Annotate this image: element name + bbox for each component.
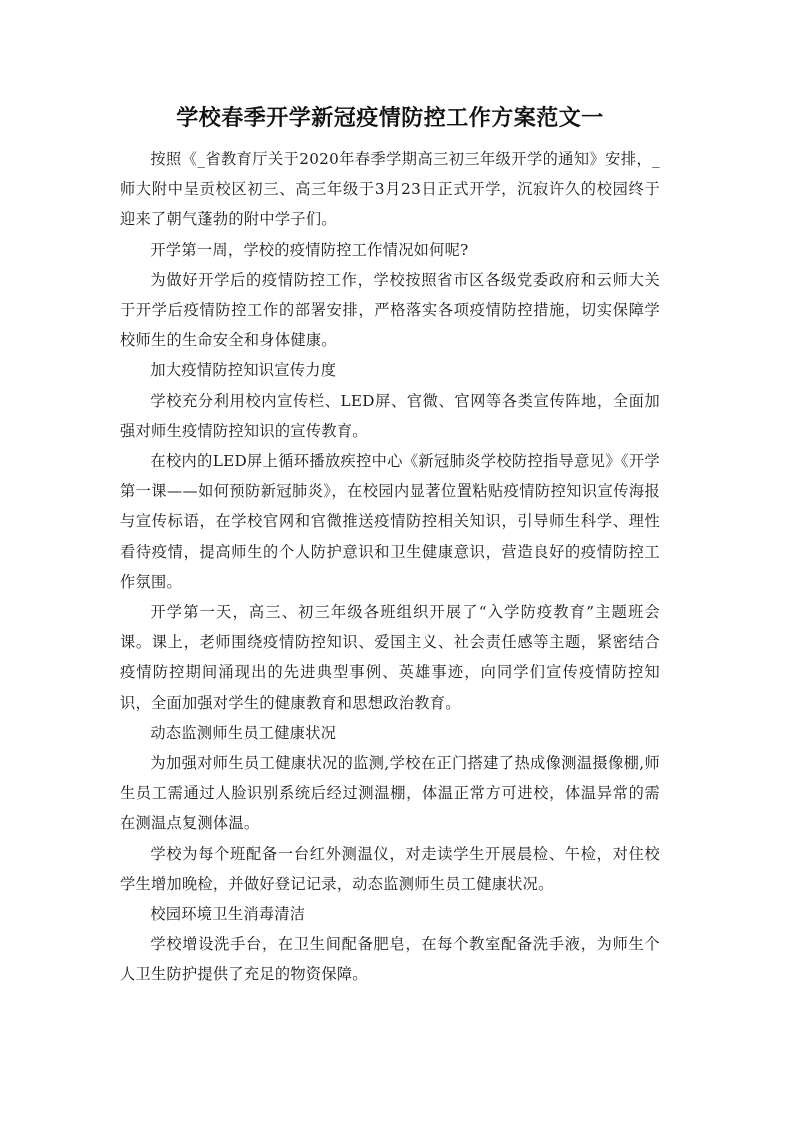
section-heading-publicity: 加大疫情防控知识宣传力度 — [150, 361, 337, 380]
paragraph-first-week-question: 开学第一周，学校的疫情防控工作情况如何呢? — [150, 240, 469, 259]
paragraph-thermometer: 学校为每个班配备一台红外测温仪，对走读学生开展晨检、午检，对住校学生增加晚检，并做好登记记录，动态监测师生员工健康状况。 — [120, 844, 660, 893]
section-heading-health-monitoring: 动态监测师生员工健康状况 — [150, 723, 337, 742]
section-heading-disinfection: 校园环境卫生消毒清洁 — [150, 905, 306, 924]
paragraph-intro-notice: 按照《_省教育厅关于2020年春季学期高三初三年级开学的通知》安排，_师大附中呈贡校区初三、高三年级于3月23日正式开学，沉寂许久的校园终于迎来了朝气蓬勃的附中学子们。 — [120, 150, 660, 229]
paragraph-class-meeting: 开学第一天，高三、初三年级各班组织开展了“入学防疫教育”主题班会课。课上，老师围绕疫情防控知识、爱国主义、社会责任感等主题，紧密结合疫情防控期间涌现出的先进典型事例、英雄事迹，向同学们宣传疫情防控知识，全面加强对学生的健康教育和思想政治教育。 — [120, 603, 660, 712]
document-page — [120, 104, 660, 990]
paragraph-led-screen: 在校内的LED屏上循环播放疾控中心《新冠肺炎学校防控指导意见》《开学第一课——如何预防新冠肺炎》，在校园内显著位置粘贴疫情防控知识宣传海报与宣传标语，在学校官网和官微推送疫情防控相关知识，引导师生科学、理性看待疫情，提高师生的个人防护意识和卫生健康意识，营造良好的疫情防控工作氛围。 — [120, 452, 660, 591]
document-title: 学校春季开学新冠疫情防控工作方案范文一 — [176, 106, 604, 131]
paragraph-publicity-channels: 学校充分利用校内宣传栏、LED屏、官微、官网等各类宣传阵地，全面加强对师生疫情防控知识的宣传教育。 — [120, 391, 660, 440]
paragraph-thermal-camera: 为加强对师生员工健康状况的监测,学校在正门搭建了热成像测温摄像棚,师生员工需通过人脸识别系统后经过测温棚，体温正常方可进校，体温异常的需在测温点复测体温。 — [120, 754, 660, 833]
paragraph-handwashing: 学校增设洗手台，在卫生间配备肥皂，在每个教室配备洗手液，为师生个人卫生防护提供了充足的物资保障。 — [120, 935, 660, 984]
paragraph-deployment: 为做好开学后的疫情防控工作，学校按照省市区各级党委政府和云师大关于开学后疫情防控工作的部署安排，严格落实各项疫情防控措施，切实保障学校师生的生命安全和身体健康。 — [120, 270, 660, 350]
